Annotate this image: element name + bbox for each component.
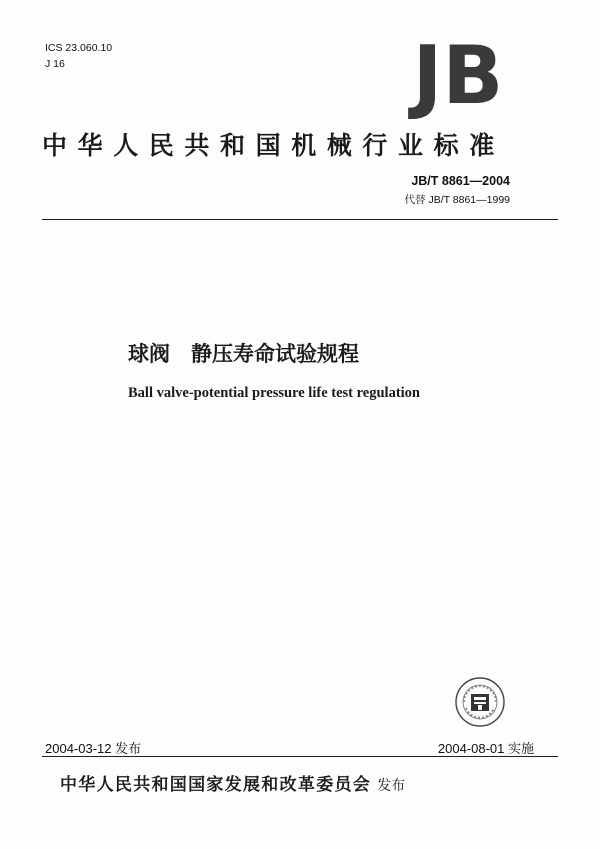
standard-organization-title: 中华人民共和国机械行业标准	[42, 131, 505, 160]
publisher-name: 中华人民共和国国家发展和改革委员会	[60, 775, 372, 795]
standard-number: JB/T 8861—2004	[411, 174, 510, 188]
classification-code: J 16	[45, 58, 65, 70]
publisher-seal-icon	[454, 676, 506, 728]
replaces-standard: 代替 JB/T 8861—1999	[404, 194, 510, 206]
document-title-cn: 球阀 静压寿命试验规程	[128, 342, 359, 366]
bottom-divider	[42, 756, 558, 757]
publisher-line	[60, 770, 405, 795]
document-title-en: Ball valve-potential pressure life test regulation	[128, 385, 420, 401]
implementation-date: 2004-08-01 实施	[437, 741, 534, 756]
jb-logo: JB	[412, 29, 504, 122]
top-divider	[42, 219, 558, 220]
issue-date: 2004-03-12 发布	[45, 741, 142, 756]
ics-code: ICS 23.060.10	[45, 42, 113, 54]
publisher-verb: 发布	[377, 778, 406, 794]
